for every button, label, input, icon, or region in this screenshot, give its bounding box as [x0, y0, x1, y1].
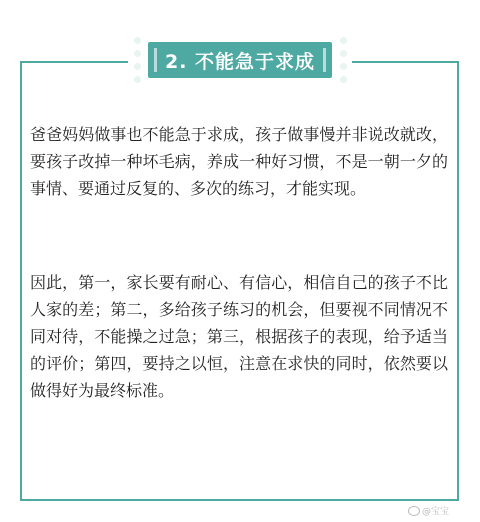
decoration-dot — [340, 76, 347, 83]
paragraph-2: 因此，第一，家长要有耐心、有信心，相信自己的孩子不比人家的差；第二，多给孩子练习的机会，但要视不同情况不同对待，不能操之过急；第三，根据孩子的表现，给予适当的评价；第四，要持之以恒，注意在求快的同时，依然要以做得好为最终标准。 — [30, 273, 448, 400]
decoration-dot — [340, 37, 347, 44]
decoration-dot — [134, 76, 141, 83]
section-header — [128, 37, 352, 83]
header-decoration-right — [334, 37, 352, 83]
section-title: 2. 不能急于求成 — [148, 42, 332, 78]
decoration-dot — [134, 63, 141, 70]
header-decoration-left — [128, 37, 146, 83]
decoration-dot — [134, 50, 141, 57]
decoration-dot — [340, 50, 347, 57]
weibo-icon — [408, 506, 420, 516]
paragraph-1: 爸爸妈妈做事也不能急于求成，孩子做事慢并非说改就改，要孩子改掉一种坏毛病，养成一种好习惯，不是一朝一夕的事情、要通过反复的、多次的练习，才能实现。 — [30, 125, 448, 198]
watermark-text: @宝宝 — [422, 507, 450, 517]
decoration-dot — [134, 37, 141, 44]
watermark — [408, 504, 449, 517]
decoration-dot — [340, 63, 347, 70]
